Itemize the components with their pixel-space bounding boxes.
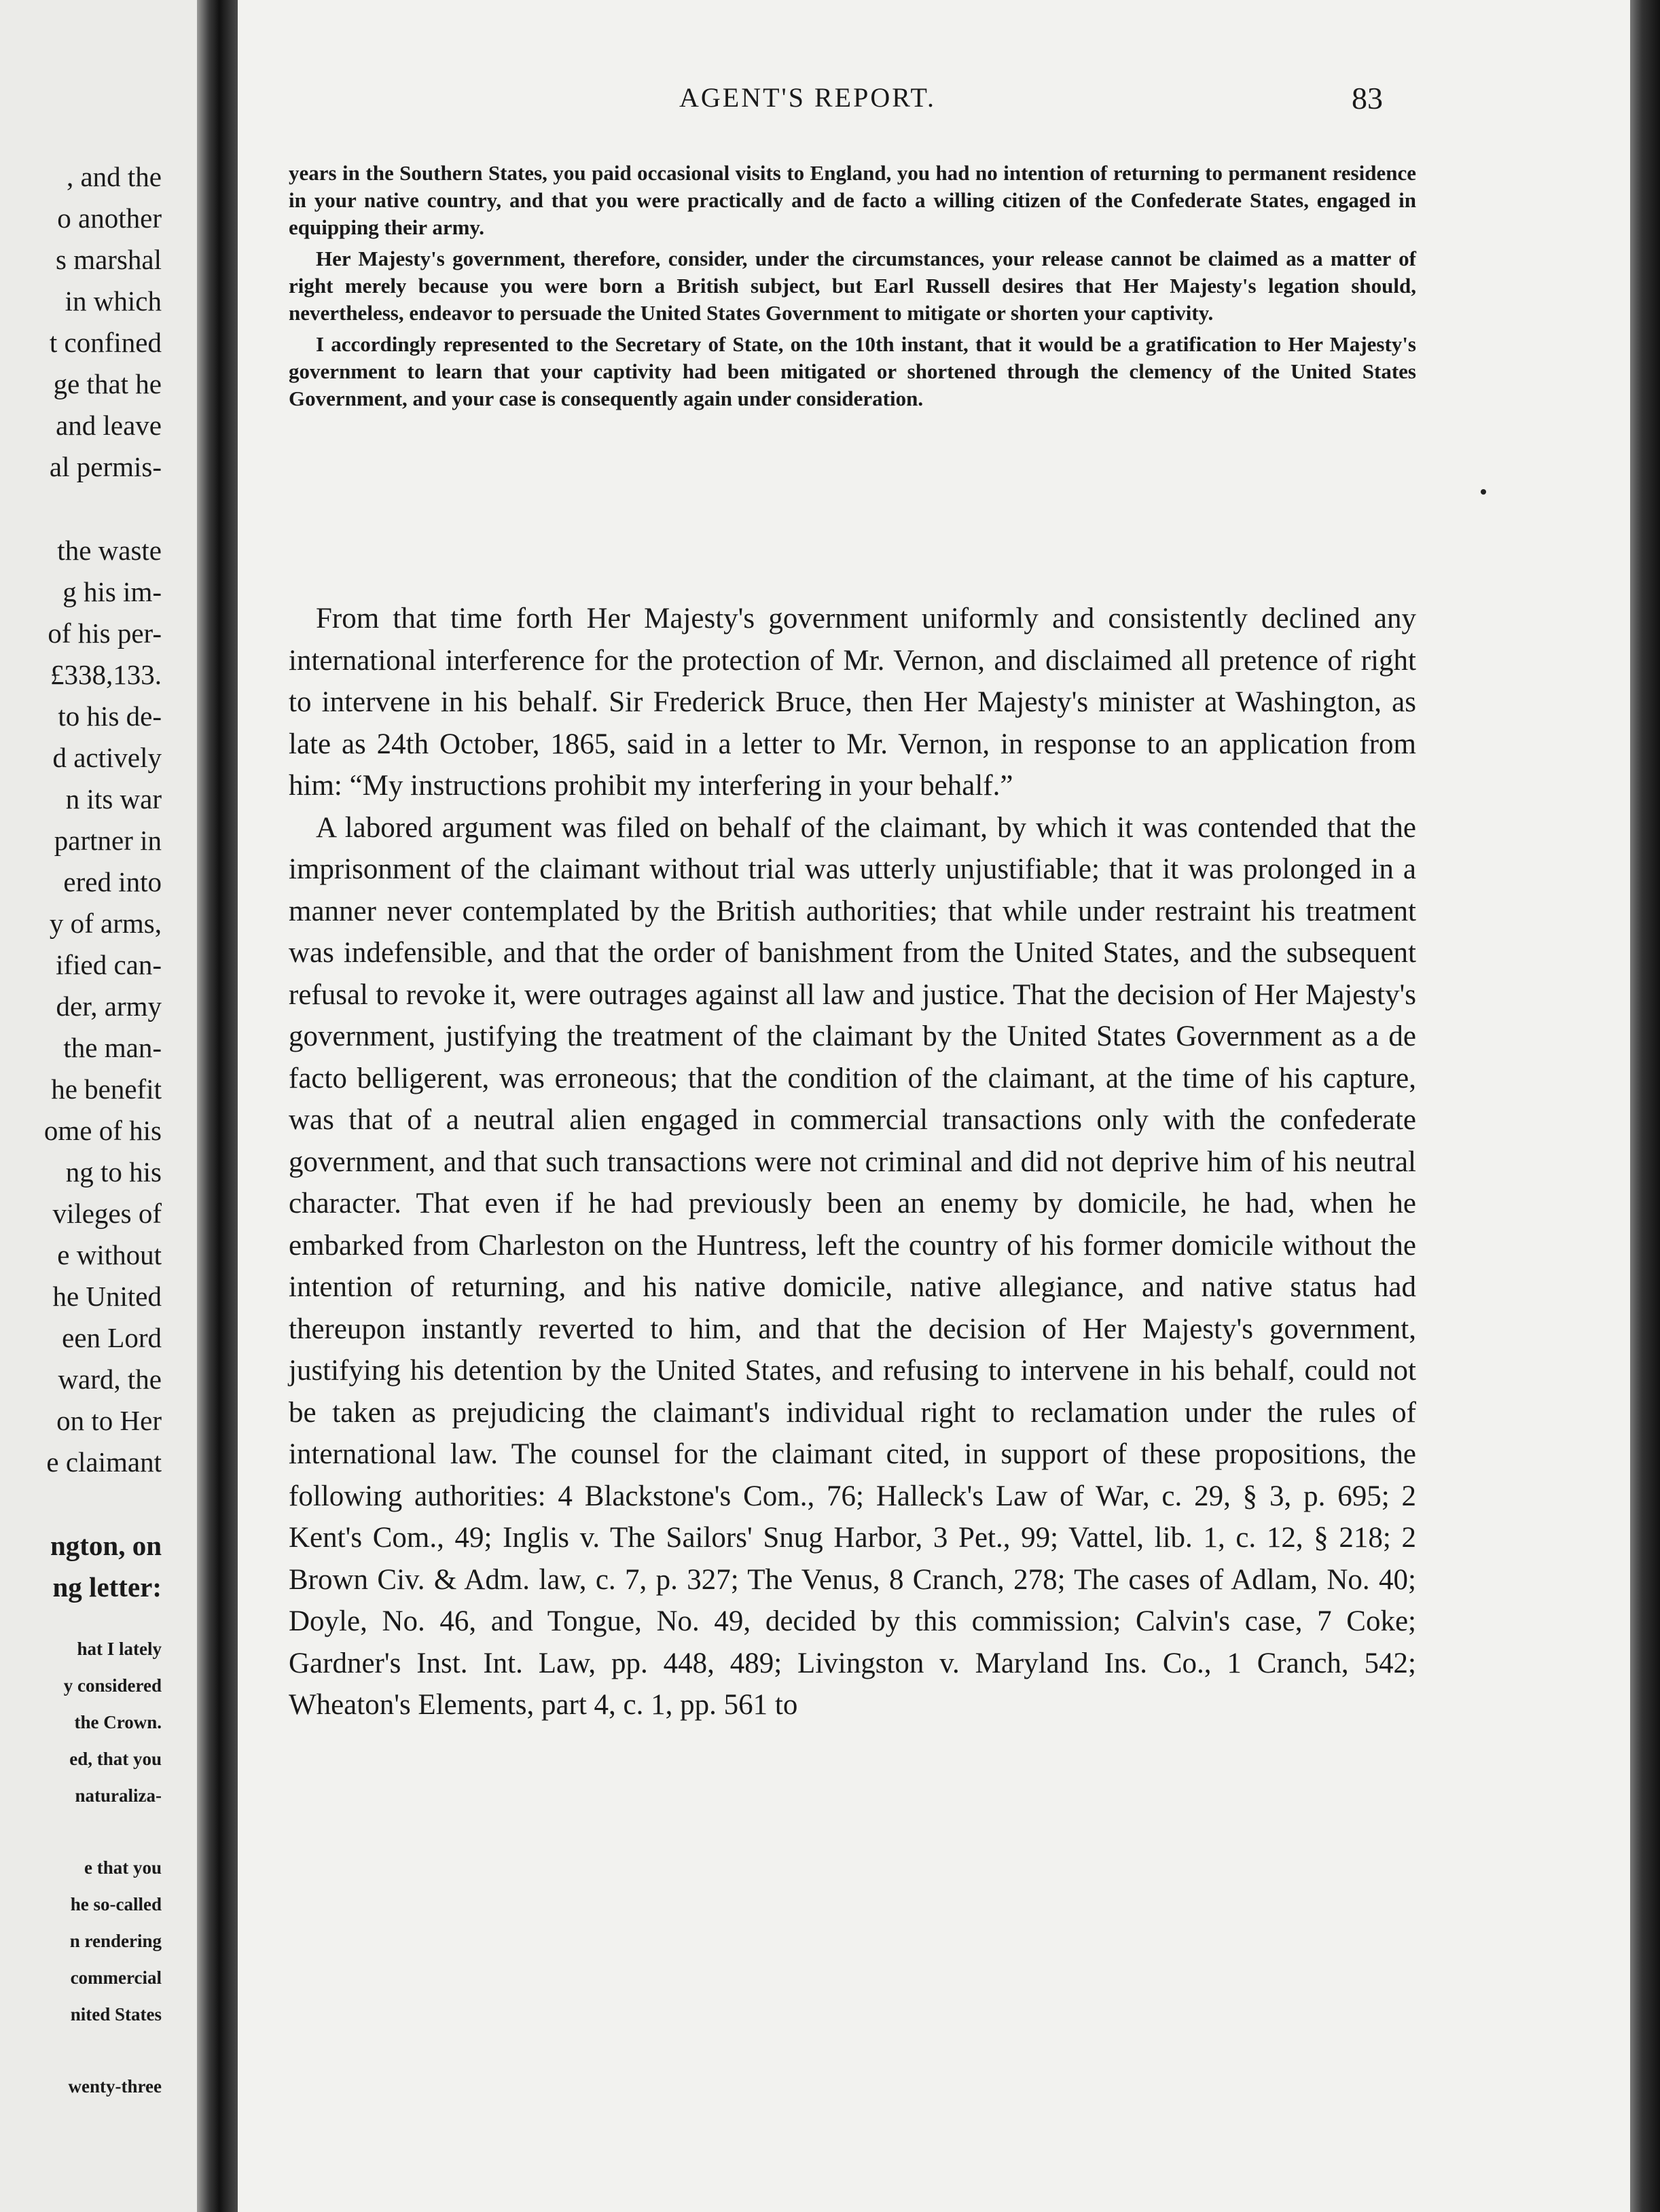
body-paragraph: A labored argument was filed on behalf of the claimant, by which it was contended that the imprisonment of the claimant without trial was utterly unjustifiable; that it was prolonged in a manner never contemplated by the British authorities; that while under restraint his treatment was indefensible, and that the order of banishment from the United States, and the subsequent refusal to revoke it, were outrages against all law and justice. That the decision of Her Majesty's government, justifying the treatment of the claimant by the United States Government as a de facto belligerent, was erroneous; that the condition of the claimant, at the time of his capture, was that of a neutral alien engaged in commercial transactions only with the confederate government, and that such transactions were not criminal and did not deprive him of his neutral character. That even if he had previously been an enemy by domicile, he had, when he embarked from Charleston on the Huntress, left the country of his former domicile without the intention of returning, and his native domicile, native allegiance, and native status had thereupon instantly reverted to him, and that the decision of Her Majesty's government, justifying his detention by the United States, and refusing to intervene in his behalf, could not be taken as prejudicing the claimant's individual right to reclamation under the rules of international law. The counsel for the claimant cited, in support of these propositions, the following authorities: 4 Blackstone's Com., 76; Halleck's Law of War, c. 29, § 3, p. 695; 2 Kent's Com., 49; Inglis v. The Sailors' Snug Harbor, 3 Pet., 99; Vattel, lib. 1, c. 12, § 218; 2 Brown Civ. & Adm. law, c. 7, p. 327; The Venus, 8 Cranch, 278; The cases of Adlam, No. 40; Doyle, No. 46, and Tongue, No. 49, decided by this commission; Calvin's case, 7 Coke; Gardner's Inst. Int. Law, pp. 448, 489; Livingston v. Maryland Ins. Co., 1 Cranch, 542; Wheaton's Elements, part 4, c. 1, pp. 561 to bbox=[289, 811, 1416, 1721]
left-fragment-small-line: wenty-three bbox=[68, 2076, 162, 2097]
left-fragment-line: £338,133. bbox=[50, 659, 162, 690]
left-fragment-line: ng to his bbox=[65, 1156, 162, 1188]
page-number: 83 bbox=[1352, 81, 1383, 115]
left-fragment-small-line: n rendering bbox=[69, 1931, 162, 1951]
left-page bbox=[0, 0, 197, 2212]
page-edge-shadow bbox=[1630, 0, 1660, 2212]
left-fragment-line: on to Her bbox=[56, 1405, 162, 1436]
left-fragment-line: al permis- bbox=[49, 451, 162, 482]
letter-quotation bbox=[289, 160, 1416, 416]
left-fragment-small-line: ed, that you bbox=[69, 1749, 162, 1769]
left-fragment-line: in which bbox=[65, 285, 162, 317]
margin-speck bbox=[1481, 489, 1486, 495]
left-fragment-line: y of arms, bbox=[49, 908, 162, 939]
book-gutter bbox=[197, 0, 238, 2212]
left-fragment-line: ome of his bbox=[43, 1115, 162, 1146]
left-fragment-line: the waste bbox=[57, 535, 162, 566]
body-paragraph: From that time forth Her Majesty's government uniformly and consistently declined any international interference for the protection of Mr. Vernon, and disclaimed all pretence of right to intervene in his behalf. Sir Frederick Bruce, then Her Majesty's minister at Washington, as late as 24th October, 1865, said in a letter to Mr. Vernon, in response to an application from him: “My instructions prohibit my interfering in your behalf.” bbox=[289, 603, 1416, 802]
left-fragment-small-line: hat I lately bbox=[77, 1639, 162, 1659]
left-fragment-line: and leave bbox=[56, 410, 162, 441]
left-fragment-small-line: the Crown. bbox=[74, 1712, 162, 1732]
left-fragment-small-line: naturaliza- bbox=[75, 1785, 162, 1806]
left-fragment-line: ng letter: bbox=[52, 1571, 162, 1603]
left-fragment-line: vileges of bbox=[52, 1198, 162, 1229]
running-head: AGENT'S REPORT. bbox=[679, 82, 936, 113]
left-fragment-line: e without bbox=[57, 1239, 162, 1270]
left-fragment-small-line: he so-called bbox=[70, 1894, 162, 1914]
left-fragment-line: t confined bbox=[49, 327, 162, 358]
left-fragment-small-line: y considered bbox=[63, 1675, 162, 1696]
left-fragment-line: ge that he bbox=[53, 368, 162, 399]
left-fragment-line: of his per- bbox=[48, 618, 162, 649]
quote-paragraph: years in the Southern States, you paid occasional visits to England, you had no intention of returning to permanent residence in your native country, and that you were practically and de facto a willing citizen of the Confederate States, engaged in equipping their army. bbox=[289, 161, 1416, 239]
left-fragment-line: , and the bbox=[66, 161, 162, 192]
body-text bbox=[289, 598, 1416, 1726]
left-fragment-line: der, army bbox=[56, 991, 162, 1022]
left-fragment-line: ngton, on bbox=[50, 1530, 162, 1561]
left-fragment-small-line: commercial bbox=[70, 1967, 162, 1988]
left-fragment-line: he benefit bbox=[51, 1073, 162, 1105]
left-fragment-line: een Lord bbox=[62, 1322, 162, 1353]
left-fragment-small-line: e that you bbox=[84, 1857, 162, 1878]
left-fragment-line: g his im- bbox=[62, 576, 162, 607]
left-fragment-line: he United bbox=[52, 1281, 162, 1312]
left-fragment-line: e claimant bbox=[46, 1446, 162, 1478]
quote-paragraph: Her Majesty's government, therefore, consider, under the circumstances, your release cannot be claimed as a matter of right merely because you were born a British subject, but Earl Russell desires that Her Majesty's legation should, nevertheless, endeavor to persuade the United States Government to mitigate or shorten your captivity. bbox=[289, 247, 1416, 325]
quote-paragraph: I accordingly represented to the Secretary of State, on the 10th instant, that it would be a gratification to Her Majesty's government to learn that your captivity had been mitigated or shortened through the clemency of the United States Government, and your case is consequently again under consideration. bbox=[289, 332, 1416, 410]
left-fragment-line: s marshal bbox=[56, 244, 162, 275]
left-fragment-line: n its war bbox=[65, 783, 162, 815]
left-fragment-line: ered into bbox=[63, 866, 162, 897]
left-fragment-line: ified can- bbox=[56, 949, 162, 980]
left-fragment-line: ward, the bbox=[58, 1363, 162, 1395]
left-fragment-line: to his de- bbox=[58, 700, 162, 732]
left-fragment-small-line: nited States bbox=[70, 2004, 162, 2024]
left-fragment-line: o another bbox=[57, 202, 162, 234]
left-fragment-line: d actively bbox=[52, 742, 162, 773]
left-fragment-line: partner in bbox=[54, 825, 162, 856]
left-fragment-line: the man- bbox=[63, 1032, 162, 1063]
